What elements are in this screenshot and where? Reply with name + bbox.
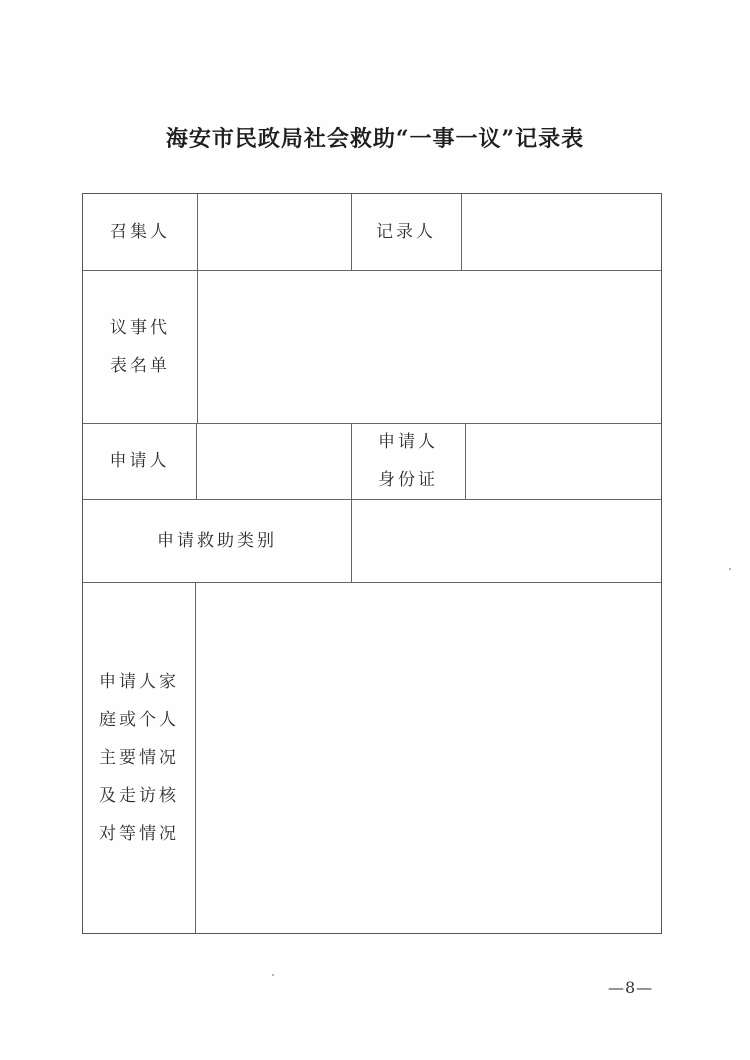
representatives-label-line: 表名单 (110, 355, 170, 376)
aid-category-field[interactable] (352, 500, 661, 582)
applicant-label: 申请人 (109, 451, 170, 471)
situation-label-line: 主要情况 (99, 747, 179, 768)
representatives-label (83, 270, 197, 423)
situation-field[interactable] (196, 583, 661, 933)
page-number: —8— (608, 978, 654, 997)
recorder-field[interactable] (462, 194, 661, 270)
aid-category-label: 申请救助类别 (157, 530, 277, 551)
convener-label: 召集人 (110, 222, 170, 242)
form-title: 海安市民政局社会救助“一事一议”记录表 (165, 126, 585, 152)
applicant-id-label-line: 身份证 (378, 470, 438, 490)
applicant-id-label (351, 423, 465, 499)
situation-label (83, 582, 195, 933)
situation-label-line: 对等情况 (99, 823, 179, 844)
record-form-table (82, 193, 662, 934)
recorder-label: 记录人 (376, 222, 436, 242)
applicant-id-field[interactable] (466, 424, 661, 499)
scan-speck (272, 974, 274, 976)
situation-label-line: 庭或个人 (99, 709, 179, 730)
applicant-id-label-line: 申请人 (378, 432, 438, 452)
representatives-label-line: 议事代 (110, 317, 170, 338)
situation-label-line: 及走访核 (99, 785, 179, 806)
situation-label-line: 申请人家 (99, 671, 179, 692)
applicant-field[interactable] (197, 424, 351, 499)
scan-speck (729, 568, 731, 570)
representatives-field[interactable] (198, 271, 661, 423)
convener-field[interactable] (198, 194, 351, 270)
